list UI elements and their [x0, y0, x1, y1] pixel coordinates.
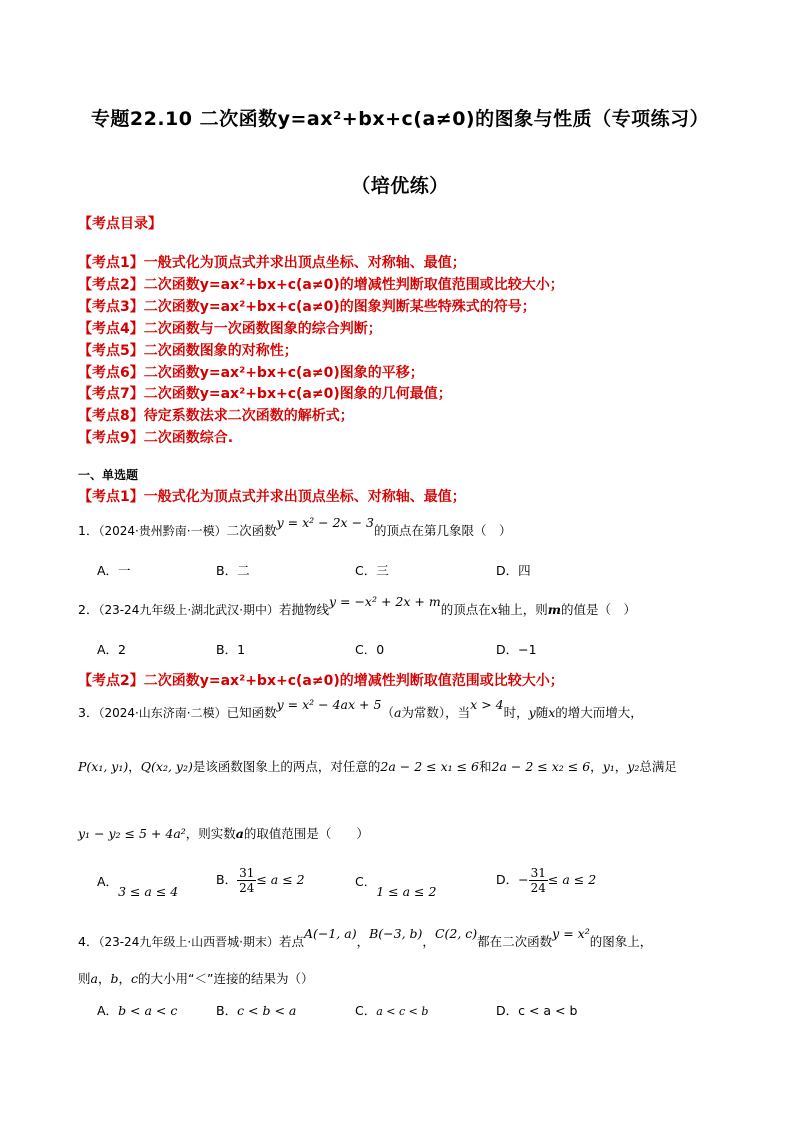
option-a: A．2 — [97, 642, 127, 657]
separator: ， — [128, 759, 141, 774]
option-value: a < c < b — [376, 1005, 429, 1018]
option-value: c < b < a — [237, 1003, 297, 1018]
question-3-line-2 — [78, 757, 677, 775]
question-text: 已知函数 — [226, 705, 277, 720]
question-text: 的图象上， — [589, 934, 653, 949]
question-2 — [78, 594, 637, 618]
variable: y₂ — [627, 759, 640, 774]
topic-heading: 【考点2】二次函数y=ax²+bx+c(a≠0)的增减性判断取值范围或比较大小； — [78, 673, 564, 689]
option-label: C． — [355, 1003, 377, 1018]
variable: x — [490, 602, 498, 617]
option-d — [496, 1001, 577, 1019]
question-text: （ — [381, 705, 394, 720]
question-1 — [78, 515, 512, 539]
option-a — [97, 1001, 177, 1019]
option-label: B． — [216, 1003, 238, 1018]
question-text: 的大小用“＜”连接的结果为（） — [138, 971, 314, 986]
inequality: 2a − 2 ≤ x₁ ≤ 6 — [380, 759, 480, 774]
formula: y = x² − 2x − 3 — [276, 515, 374, 530]
question-text: 的顶点在 — [440, 602, 491, 617]
point-c: C(2, c) — [434, 926, 478, 941]
question-source: （2024·贵州黔南·一模） — [98, 524, 227, 538]
question-text: 和 — [479, 759, 492, 774]
question-text: 的顶点在第几象限（ ） — [373, 523, 512, 538]
point-p: P(x₁, y₁) — [78, 759, 129, 774]
option-value: 3 ≤ a ≤ 4 — [118, 884, 179, 899]
option-value: b < a < c — [118, 1003, 178, 1018]
formula: y = x² − 4ax + 5 — [276, 697, 382, 712]
question-3 — [78, 697, 643, 721]
option-b — [216, 866, 305, 895]
question-3-line-3 — [78, 824, 369, 842]
toc-item: 【考点8】待定系数法求二次函数的解析式； — [78, 408, 354, 424]
question-number: 1． — [78, 523, 99, 538]
toc-item: 【考点6】二次函数y=ax²+bx+c(a≠0)图象的平移； — [78, 365, 424, 381]
question-text: ，则实数 — [185, 826, 236, 841]
question-number: 2． — [78, 602, 99, 617]
toc-item: 【考点1】一般式化为顶点式并求出顶点坐标、对称轴、最值； — [78, 255, 466, 271]
option-d — [496, 866, 596, 895]
question-text: 若点 — [278, 934, 304, 949]
option-c — [355, 872, 437, 899]
question-text: 是该函数图象上的两点，对任意的 — [192, 759, 381, 774]
option-value: c < a < b — [518, 1003, 578, 1018]
option-c: C．三 — [355, 563, 389, 578]
variable: x — [548, 705, 556, 720]
question-source: （2024·山东济南·二模） — [98, 706, 227, 720]
question-source: （23-24九年级上·湖北武汉·期中） — [98, 603, 279, 617]
condition: x > 4 — [470, 697, 504, 712]
toc-item: 【考点5】二次函数图象的对称性； — [78, 343, 298, 359]
variable: y — [528, 705, 536, 720]
toc-item: 【考点3】二次函数y=ax²+bx+c(a≠0)的图象判断某些特殊式的符号； — [78, 299, 536, 315]
variable: y₁ — [602, 759, 615, 774]
formula: y = −x² + 2x + m — [328, 594, 441, 609]
question-text: 的取值范围是（ ） — [243, 826, 369, 841]
separator: ， — [422, 934, 435, 949]
option-b: B．二 — [216, 563, 250, 578]
toc-item: 【考点2】二次函数y=ax²+bx+c(a≠0)的增减性判断取值范围或比较大小； — [78, 277, 564, 293]
variable: a — [90, 971, 98, 986]
separator: ， — [97, 971, 111, 986]
inequality: 2a − 2 ≤ x₂ ≤ 6 — [491, 759, 591, 774]
variable: a — [235, 826, 244, 841]
option-value: 1 ≤ a ≤ 2 — [376, 884, 437, 899]
question-4 — [78, 926, 653, 950]
toc-item: 【考点7】二次函数y=ax²+bx+c(a≠0)图象的几何最值； — [78, 386, 452, 402]
question-text: 随 — [535, 705, 549, 720]
option-a: A．一 — [97, 563, 131, 578]
option-label: A． — [97, 874, 119, 889]
separator: ， — [614, 759, 628, 774]
question-text: 的值是（ ） — [561, 602, 637, 617]
variable: a — [393, 705, 402, 720]
denominator: 24 — [530, 881, 546, 895]
option-d: D．−1 — [496, 642, 537, 657]
question-text: 时， — [503, 705, 529, 720]
page-title: 专题22.10 二次函数y=ax²+bx+c(a≠0)的图象与性质（专项练习） — [90, 108, 710, 130]
inequality: y₁ − y₂ ≤ 5 + 4a² — [78, 826, 186, 841]
option-a — [97, 872, 179, 899]
option-label: C． — [355, 874, 377, 889]
question-text: 若抛物线 — [278, 602, 329, 617]
denominator: 24 — [239, 881, 255, 895]
point-b: B(−3, b) — [369, 926, 423, 941]
topic-heading: 【考点1】一般式化为顶点式并求出顶点坐标、对称轴、最值； — [78, 489, 466, 505]
toc-heading: 【考点目录】 — [78, 216, 162, 232]
toc-item: 【考点4】二次函数与一次函数图象的综合判断； — [78, 321, 382, 337]
separator: ， — [118, 971, 132, 986]
question-text: 总满足 — [639, 759, 677, 774]
option-label: D． — [496, 1003, 519, 1018]
option-c — [355, 1001, 428, 1019]
minus-sign: − — [518, 872, 529, 887]
option-c: C．0 — [355, 642, 385, 657]
question-number: 4． — [78, 934, 99, 949]
variable: c — [131, 971, 139, 986]
option-label: A． — [97, 1003, 119, 1018]
question-text: 则 — [78, 971, 91, 986]
page-subtitle: （培优练） — [351, 175, 449, 197]
point-a: A(−1, a) — [303, 926, 357, 941]
question-4-line-2 — [78, 969, 313, 987]
separator: ， — [356, 934, 370, 949]
option-value: ≤ a ≤ 2 — [547, 872, 597, 887]
formula: y = x² — [552, 926, 590, 941]
option-b: B．1 — [216, 642, 246, 657]
option-label: D． — [496, 872, 519, 887]
toc-item: 【考点9】二次函数综合. — [78, 430, 234, 446]
variable: b — [110, 971, 119, 986]
fraction — [529, 866, 548, 895]
separator: ， — [590, 759, 603, 774]
option-d: D．四 — [496, 563, 531, 578]
option-value: ≤ a ≤ 2 — [256, 872, 305, 887]
question-text: 都在二次函数 — [477, 934, 553, 949]
question-text: 二次函数 — [226, 523, 277, 538]
option-label: B． — [216, 872, 238, 887]
numerator: 31 — [239, 866, 255, 880]
point-q: Q(x₂, y₂) — [140, 759, 193, 774]
question-text: 为常数），当 — [401, 705, 471, 720]
question-text: 轴上，则 — [497, 602, 548, 617]
section-heading: 一、单选题 — [78, 468, 139, 482]
numerator: 31 — [530, 866, 546, 880]
question-text: 的增大而增大， — [555, 705, 643, 720]
question-number: 3． — [78, 705, 99, 720]
option-b — [216, 1001, 296, 1019]
question-source: （23-24九年级上·山西晋城·期末） — [98, 935, 279, 949]
variable: m — [547, 602, 562, 617]
fraction — [237, 866, 256, 895]
